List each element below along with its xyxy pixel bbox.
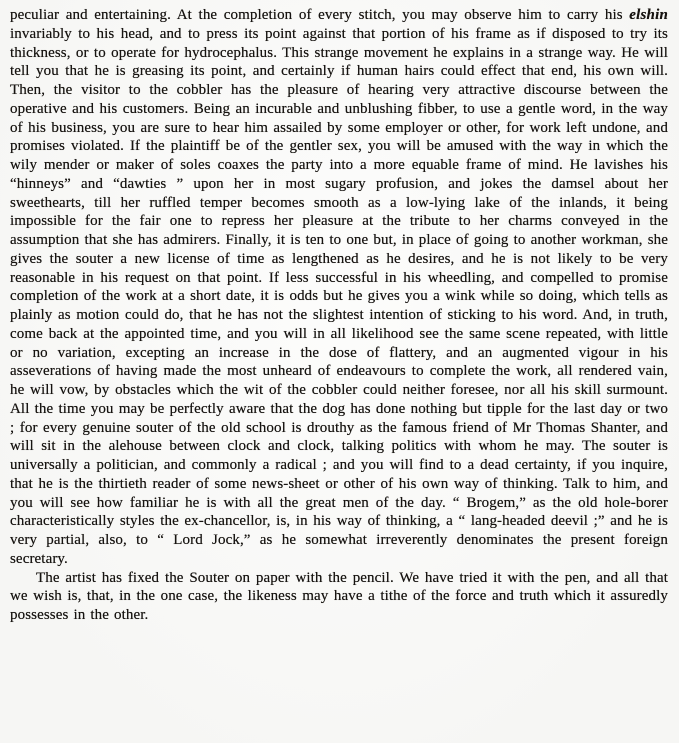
- paragraph-text-before-italic: peculiar and entertaining. At the completion of every stitch, you may observe him to carry his: [10, 7, 630, 23]
- paragraph-continuation: [10, 6, 668, 569]
- italic-term-elshin: elshin: [629, 7, 668, 23]
- paragraph-text-after-italic: invariably to his head, and to press its point against that portion of his frame as if disposed to try its thickness, or to operate for hydrocephalus. This strange movement he explains in a strange way. He will tell you that he is greasing its point, and certainly if human hairs could effect that end, his own will. Then, the visitor to the cobbler has the pleasure of hearing very attractive discourse between the operative and his customers. Being an incurable and unblushing fibber, to use a gentle word, in the way of his business, you are sure to hear him assailed by some employer or other, for work left undone, and promises violated. If the plaintiff be of the gentler sex, you will be amused with the way in which the wily mender or maker of soles coaxes the party into a more equable frame of mind. He lavishes his “hinneys” and “dawties ” upon her in most sugary profusion, and jokes the damsel about her sweethearts, till her ruffled temper becomes smooth as a low-lying lake of the inlands, it being impossible for the fair one to repress her pleasure at the tribute to her charms conveyed in the assumption that she has admirers. Finally, it is ten to one but, in place of going to another workman, she gives the souter a new license of time as lengthened as he desires, and he is not likely to be very reasonable in his request on that point. If less successful in his wheedling, and compelled to promise completion of the work at a short date, it is odds but he gives you a wink while so doing, which tells as plainly as motion could do, that he has not the slightest intention of sticking to his word. And, in truth, come back at the appointed time, and you will in all likelihood see the same scene repeated, with little or no variation, excepting an increase in the dose of flattery, and an augmented vigour in his asseverations of having made the most unheard of endeavours to complete the work, all rendered vain, he will vow, by obstacles which the wit of the cobbler could neither foresee, nor all his skill surmount. All the time you may be perfectly aware that the dog has done nothing but tipple for the last day or two ; for every genuine souter of the old school is drouthy as the famous friend of Mr Thomas Shanter, and will sit in the alehouse between clock and clock, talking politics with whom he may. The souter is universally a politician, and commonly a radical ; and you will find to a dead certainty, if you inquire, that he is the thirtieth reader of some news-sheet or other of his own way of thinking. Talk to him, and you will see how familiar he is with all the great men of the day. “ Brogem,” as the old hole-borer characteristically styles the ex-chancellor, is, in his way of thinking, a “ lang-headed deevil ;” and he is very partial, also, to “ Lord Jock,” as he somewhat irreverently denominates the present foreign secretary.: [10, 25, 668, 567]
- paragraph-closing: The artist has fixed the Souter on paper with the pencil. We have tried it with the pen, and all that we wish is, that, in the one case, the likeness may have a tithe of the force and truth which it assuredly possesses in the other.: [10, 569, 668, 623]
